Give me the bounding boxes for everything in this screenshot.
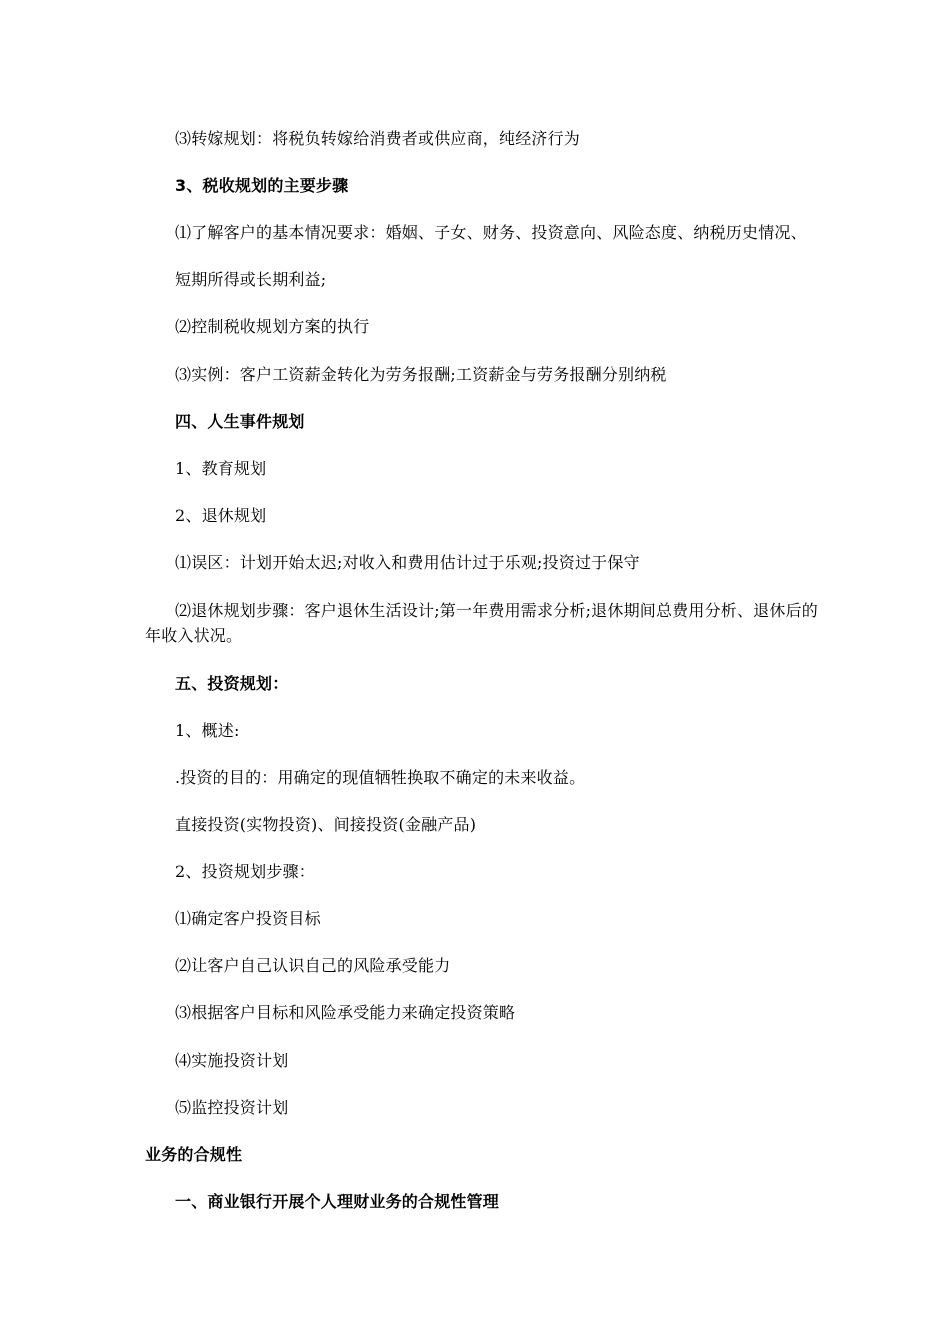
paragraph-retirement-steps: ⑵退休规划步骤：客户退休生活设计;第一年费用需求分析;退休期间总费用分析、退休后的 bbox=[175, 601, 818, 620]
paragraph-investment-purpose: .投资的目的：用确定的现值牺牲换取不确定的未来收益。 bbox=[175, 768, 586, 787]
paragraph-retirement-steps-continued: 年收入状况。 bbox=[145, 626, 243, 645]
list-item-step-2: ⑵让客户自己认识自己的风险承受能力 bbox=[175, 956, 451, 975]
heading-investment-planning: 五、投资规划： bbox=[175, 674, 289, 693]
paragraph-short-long-term: 短期所得或长期利益; bbox=[175, 270, 327, 289]
paragraph-control-execution: ⑵控制税收规划方案的执行 bbox=[175, 317, 370, 336]
list-item-step-3: ⑶根据客户目标和风险承受能力来确定投资策略 bbox=[175, 1003, 516, 1022]
paragraph-example: ⑶实例：客户工资薪金转化为劳务报酬;工资薪金与劳务报酬分别纳税 bbox=[175, 365, 667, 384]
paragraph-education-planning: 1、教育规划 bbox=[175, 459, 267, 478]
paragraph-investment-steps: 2、投资规划步骤： bbox=[175, 862, 315, 881]
list-item-step-4: ⑷实施投资计划 bbox=[175, 1051, 289, 1070]
paragraph-retirement-planning: 2、退休规划 bbox=[175, 506, 267, 525]
heading-compliance-management: 一、商业银行开展个人理财业务的合规性管理 bbox=[175, 1192, 500, 1211]
paragraph-understand-client: ⑴了解客户的基本情况要求：婚姻、子女、财务、投资意向、风险态度、纳税历史情况、 bbox=[175, 223, 807, 242]
paragraph-transfer-planning: ⑶转嫁规划：将税负转嫁给消费者或供应商，纯经济行为 bbox=[175, 129, 581, 148]
list-item-step-5: ⑸监控投资计划 bbox=[175, 1098, 289, 1117]
paragraph-direct-indirect: 直接投资(实物投资)、间接投资(金融产品) bbox=[175, 815, 477, 834]
paragraph-misconceptions: ⑴误区：计划开始太迟;对收入和费用估计过于乐观;投资过于保守 bbox=[175, 553, 640, 572]
heading-tax-planning-steps: 3、税收规划的主要步骤 bbox=[175, 176, 349, 195]
paragraph-overview: 1、概述: bbox=[175, 721, 240, 740]
heading-business-compliance: 业务的合规性 bbox=[145, 1145, 243, 1164]
heading-life-event-planning: 四、人生事件规划 bbox=[175, 412, 305, 431]
list-item-step-1: ⑴确定客户投资目标 bbox=[175, 909, 321, 928]
